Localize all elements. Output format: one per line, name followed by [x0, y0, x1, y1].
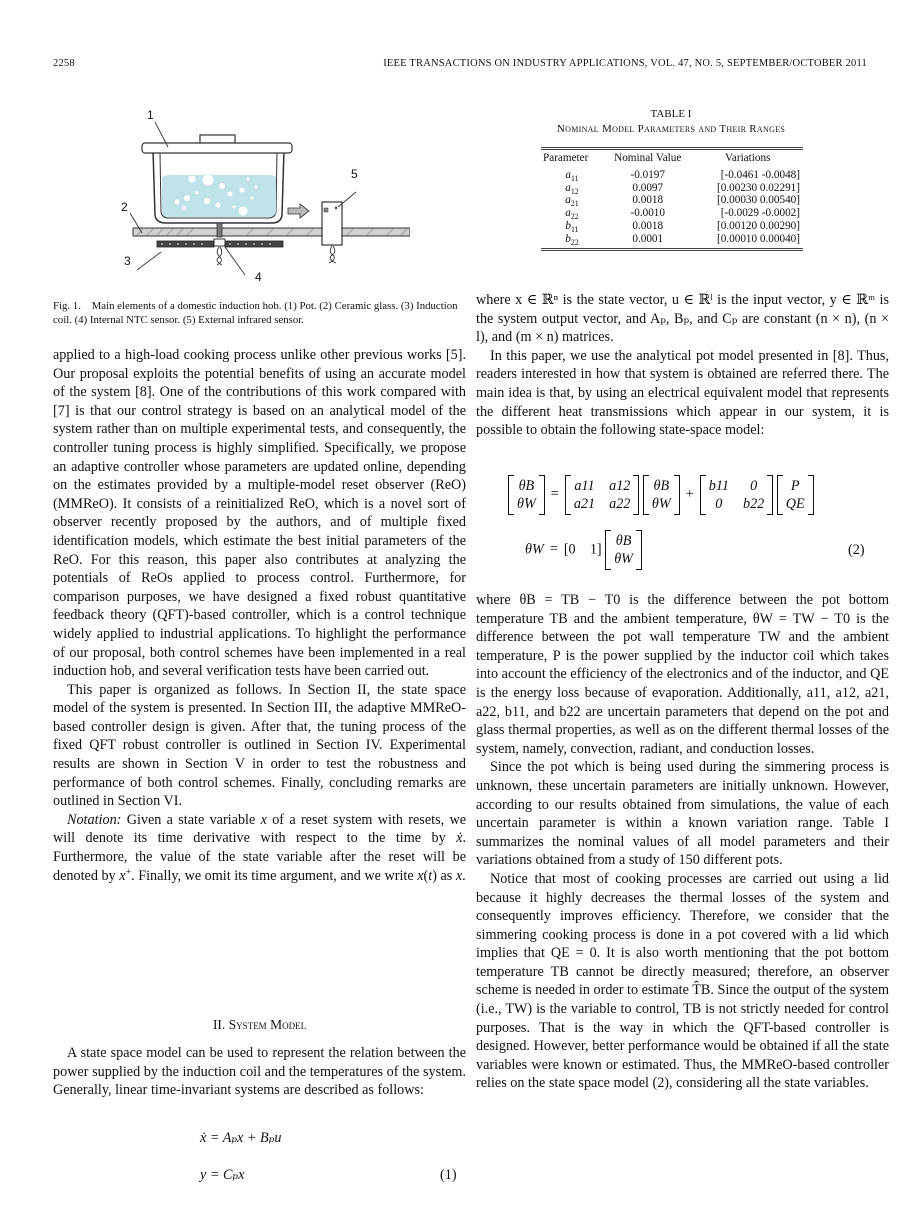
- pot-lid-handle: [200, 135, 235, 143]
- vector-x: [643, 475, 680, 515]
- ntc-sensor: [214, 239, 225, 246]
- param-symbol: b: [565, 219, 572, 232]
- right-column-bottom: [476, 591, 889, 1093]
- param-subscript: 22: [570, 238, 579, 248]
- matrix-cell: a11: [574, 477, 595, 494]
- paragraph-intro: applied to a high-load cooking process unlike other previous works [5]. Our proposal exploits the potential benefits of using an accurate model of the system [8]. One of the contributions of this work compared with [7] is that our control strategy is based on an analytical model of the system rather than on multiple experimental tests, and consequently, the controller tuning process is highly simplified. Specifically, we propose an adaptive controller whose parameters are updated online, depending on the estimates provided by a multiple-model reset observer (ReO) (MMReO). It consists of a reinitialized ReO, which is a novel sort of observer recently proposed by the authors, and of multiple fixed identification models, which estimate the best initial parameters of the ReO. For this reason, this paper also contributes at analyzing the potentials of ReOs applied to process control. Furthermore, for comparison purposes, we have designed a fixed robust quantitative feedback theory (QFT)-based controller, which is a control technique widely applied to industrial applications. To highlight the performance of our proposal, both control schemes have been implemented in a real induction hob, and several verification tests have been carried out.: [53, 347, 466, 680]
- variation-range: [0.00230 0.02291]: [717, 181, 800, 194]
- nominal-value: -0.0010: [630, 207, 665, 220]
- equation-2-state: θ̇B θ̇W = a11 a12 a21 a22 θB θW + b11 0 0 b22 P QE: [508, 475, 814, 515]
- paragraph-uncertain-params: Since the pot which is being used during the simmering process is unknown, these uncertain parameters are initially unknown. However, according to our results obtained from simulations, the value of each uncertain parameter is within a known variation range. Table I summarizes the nominal values of all model parameters and their variations obtained from a study of 150 different pots.: [476, 759, 889, 869]
- paragraph-variables: where θB = TB − T0 is the difference between the pot bottom temperature TB and the ambient temperature, θW = TW − T0 is the difference between the pot wall temperature TW and the ambient temperature, P is the power supplied by the inductor coil which takes into account the efficiency of the electronics and of the inductor, and QE is the energy loss because of evaporation. Additionally, a11, a12, a21, a22, b11, and b22 are uncertain parameters that depend on the pot and glass thermal properties, as well as on the different thermal losses of the system, namely, convection, radiant, and conduction losses.: [476, 592, 889, 757]
- journal-header: IEEE TRANSACTIONS ON INDUSTRY APPLICATIONS, VOL. 47, NO. 5, SEPTEMBER/OCTOBER 2011: [383, 58, 867, 69]
- equation-1-line-1: ẋ = Aₚx + Bₚu: [200, 1130, 282, 1146]
- table-row: [541, 168, 803, 182]
- matrix-cell: θW: [651, 495, 671, 512]
- figure-label-2: 2: [121, 200, 128, 214]
- figure-caption: Fig. 1. Main elements of a domestic induction hob. (1) Pot. (2) Ceramic glass. (3) Induction coil. (4) Internal NTC sensor. (5) External infrared sensor.: [53, 300, 458, 327]
- table-row: [541, 220, 803, 233]
- nominal-value: 0.0097: [632, 181, 664, 194]
- nominal-value: -0.0197: [630, 168, 665, 181]
- param-subscript: 11: [571, 225, 579, 235]
- table-row: [541, 233, 803, 249]
- matrix-cell: b11: [708, 477, 729, 494]
- matrix-cell: θ̇B: [518, 477, 535, 494]
- variation-range: [0.00010 0.00040]: [692, 233, 803, 249]
- table-row: [541, 207, 803, 220]
- section-title: II. System Model: [212, 1017, 307, 1032]
- text: . Finally, we omit its time argument, and we write: [131, 867, 418, 884]
- param-subscript: 11: [571, 174, 579, 184]
- vector-u: [777, 475, 814, 515]
- page-number: 2258: [53, 58, 75, 69]
- output-lhs: θW: [525, 541, 544, 558]
- figure-label-4: 4: [255, 270, 262, 284]
- notation-label: Notation:: [67, 811, 122, 828]
- param-symbol: a: [565, 207, 571, 220]
- text: .: [462, 867, 466, 884]
- right-column-top: [476, 291, 889, 440]
- matrix-cell: a22: [609, 495, 631, 512]
- nominal-value: 0.0018: [632, 219, 664, 232]
- vector-x: [605, 530, 642, 570]
- param-symbol: a: [565, 168, 572, 181]
- matrix-lhs: [508, 475, 545, 515]
- param-symbol: a: [565, 181, 571, 194]
- parameters-table: [541, 147, 803, 251]
- param-subscript: 12: [570, 186, 579, 196]
- ceramic-glass: [133, 228, 410, 236]
- pot-lid: [142, 143, 292, 153]
- table-header: Variations: [692, 149, 803, 168]
- equation-1-line-2: y = Cₚx: [200, 1167, 245, 1183]
- left-column: [53, 346, 466, 885]
- table-header: Nominal Value: [603, 149, 692, 168]
- matrix-cell: a12: [609, 477, 631, 494]
- paragraph-state-space: A state space model can be used to represent the relation between the power supplied by the induction coil and the temperatures of the system. Generally, linear time-invariant systems are described as follows:: [53, 1045, 466, 1099]
- matrix-B: [700, 475, 774, 515]
- table-title: Nominal Model Parameters and Their Ranges: [556, 123, 786, 135]
- matrix-cell: θ̇W: [517, 495, 536, 512]
- matrix-cell: θW: [614, 550, 633, 567]
- param-subscript: 21: [570, 199, 579, 209]
- figure-label-5: 5: [351, 167, 358, 181]
- text: . Furthermore, the value of the state variable after the reset will be denoted by: [53, 830, 466, 884]
- matrix-cell: 0: [715, 495, 723, 512]
- matrix-cell: 0: [750, 477, 758, 494]
- infrared-arrow: [288, 204, 309, 218]
- figure-label-1: 1: [147, 108, 154, 122]
- variation-range: [-0.0029 -0.0002]: [720, 207, 800, 220]
- param-symbol: b: [565, 232, 571, 245]
- paragraph-pot-model: In this paper, we use the analytical pot model presented in [8]. Thus, readers interested in how that system is obtained are referred there. The main idea is that, by using an electrical equivalent model that represents the different heat transmissions which appear in our system, it is possible to obtain the following state-space model:: [476, 347, 889, 439]
- nominal-value: 0.0001: [603, 233, 692, 249]
- variation-range: [-0.0461 -0.0048]: [720, 168, 800, 181]
- table-row: [541, 182, 803, 195]
- paragraph-notation: Notation: Given a state variable x of a reset system with resets, we will denote its time derivative with respect to the time by ẋ. Furthermore, the value of the state variable after the reset will be denoted by x+. Finally, we omit its time argument, and we write x(t) as x.: [53, 811, 466, 884]
- matrix-cell: θB: [653, 477, 670, 494]
- text: as: [436, 867, 456, 884]
- matrix-cell: P: [790, 477, 800, 494]
- water: [162, 175, 276, 217]
- figure-induction-hob: [100, 95, 410, 290]
- figure-label-3: 3: [124, 254, 131, 268]
- variation-range: [0.00030 0.00540]: [717, 194, 800, 207]
- section-heading: [53, 1017, 466, 1033]
- param-symbol: a: [565, 194, 571, 207]
- paragraph-organization: This paper is organized as follows. In Section II, the state space model of the system is presented. In Section III, the adaptive MMReO-based controller design is given. After that, the tuning process of the fixed QFT robust controller is outlined in Section IV. Experimental results are shown in Section V in order to test the robustness and performance of both control schemes. Finally, concluding remarks are outlined in Section VI.: [53, 681, 466, 810]
- equation-1-number: (1): [440, 1167, 457, 1183]
- paragraph-definitions: where x ∈ ℝⁿ is the state vector, u ∈ ℝˡ is the input vector, y ∈ ℝᵐ is the system output vector, and Aₚ, Bₚ, and Cₚ are constant (n × n), (n × l), and (m × n) matrices.: [476, 292, 889, 346]
- matrix-C: [0 1]: [563, 541, 602, 558]
- table-header: Parameter: [541, 149, 603, 168]
- text: of a reset system with resets, we will denote its time derivative with respect to the time by: [53, 811, 466, 847]
- text: Given a state variable: [121, 811, 261, 828]
- table-number: TABLE I: [650, 108, 692, 120]
- left-column-section2: [53, 1044, 466, 1100]
- matrix-cell: a21: [573, 495, 596, 512]
- paragraph-lid: Notice that most of cooking processes are carried out using a lid because it highly decreases the thermal losses of the system and consequently improves efficiency. Therefore, we consider that the simmering cooking process is done in a pot covered with a lid which implies that QE = 0. It is also worth mentioning that the pot bottom temperature TB cannot be directly measured; therefore, an observer scheme is needed in order to estimate T̂B. Since the output of the system (i.e., TW) is the variable to control, TB is not strictly needed for control purposes. That is the way in which the QFT-based controller is designed. However, better performance would be obtained if all the state variables were known or estimated. Thus, the MMReO-based controller relies on the state space model (2), considering all the state variables.: [476, 870, 889, 1092]
- matrix-cell: θB: [615, 532, 632, 549]
- param-subscript: 22: [570, 212, 579, 222]
- nominal-value: 0.0018: [632, 194, 664, 207]
- equation-2-number: (2): [848, 542, 865, 558]
- matrix-A: [565, 475, 640, 515]
- matrix-cell: QE: [785, 495, 805, 512]
- equation-2-output: θW = [0 1] θB θW: [525, 530, 642, 570]
- variation-range: [0.00120 0.00290]: [717, 219, 800, 232]
- matrix-cell: b22: [742, 495, 765, 512]
- table-row: [541, 194, 803, 207]
